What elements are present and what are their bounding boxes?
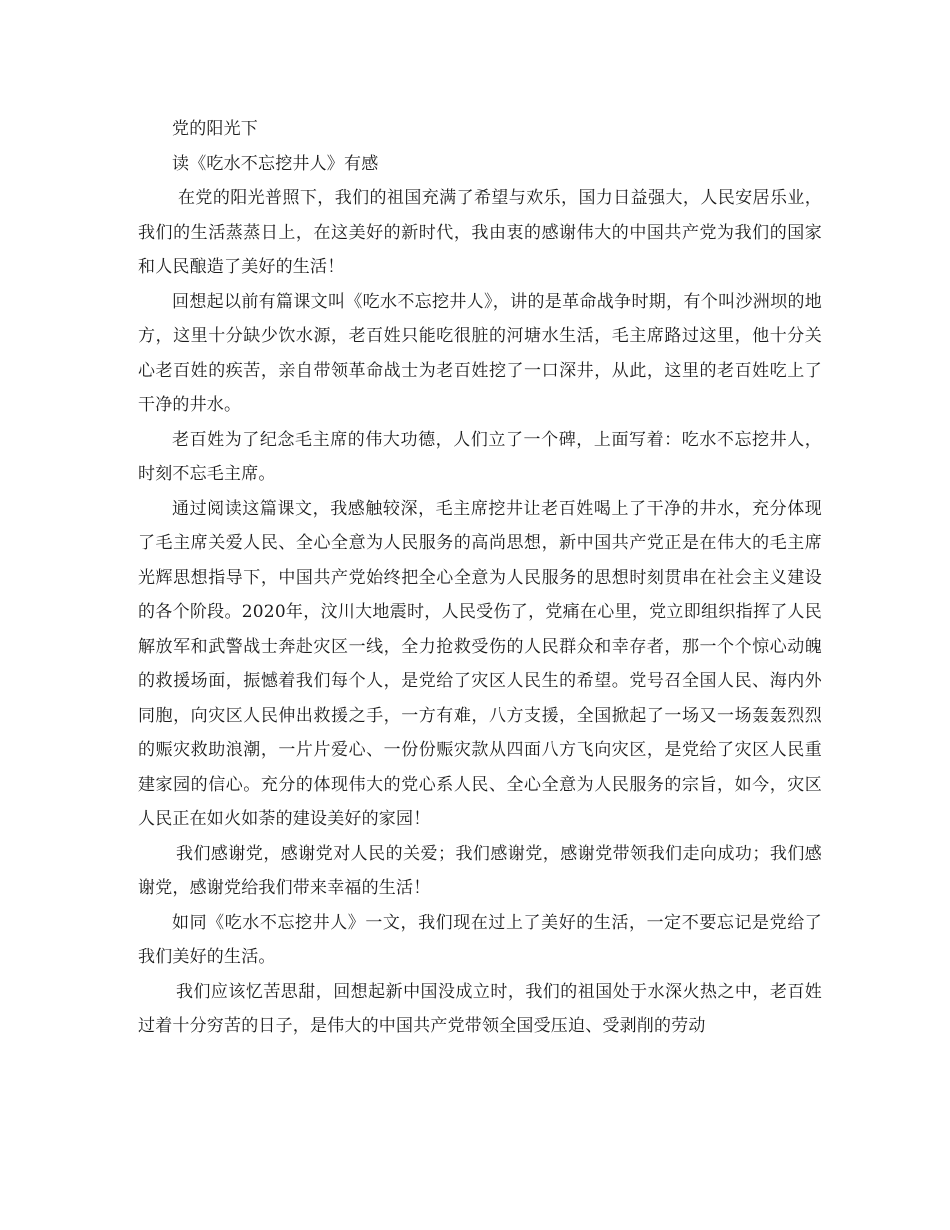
document-title: 党的阳光下 <box>172 119 258 139</box>
paragraph-5: 我们感谢党，感谢党对人民的关爱；我们感谢党，感谢党带领我们走向成功；我们感谢党，感谢党给我们带来幸福的生活！ <box>138 843 822 898</box>
paragraph-7: 我们应该忆苦思甜，回想起新中国没成立时，我们的祖国处于水深火热之中，老百姓过着十分穷苦的日子，是伟大的中国共产党带领全国受压迫、受剥削的劳动 <box>138 981 822 1036</box>
paragraph-4: 通过阅读这篇课文，我感触较深，毛主席挖井让老百姓喝上了干净的井水，充分体现了毛主席关爱人民、全心全意为人民服务的高尚思想，新中国共产党正是在伟大的毛主席光辉思想指导下，中国共产党始终把全心全意为人民服务的思想时刻贯串在社会主义建设的各个阶段。2020年，汶川大地震时，人民受伤了，党痛在心里，党立即组织指挥了人民解放军和武警战士奔赴灾区一线，全力抢救受伤的人民群众和幸存者，那一个个惊心动魄的救援场面，振憾着我们每个人，是党给了灾区人民生的希望。党号召全国人民、海内外同胞，向灾区人民伸出救援之手，一方有难，八方支援，全国掀起了一场又一场轰轰烈烈的赈灾救助浪潮，一片片爱心、一份份赈灾款从四面八方飞向灾区，是党给了灾区人民重建家园的信心。充分的体现伟大的党心系人民、全心全意为人民服务的宗旨，如今，灾区人民正在如火如荼的建设美好的家园！ <box>138 498 822 829</box>
document-body <box>138 112 822 1044</box>
document-subtitle: 读《吃水不忘挖井人》有感 <box>172 153 379 174</box>
paragraph-2: 回想起以前有篇课文叫《吃水不忘挖井人》，讲的是革命战争时期，有个叫沙洲坝的地方，这里十分缺少饮水源，老百姓只能吃很脏的河塘水生活，毛主席路过这里，他十分关心老百姓的疾苦，亲自带领革命战士为老百姓挖了一口深井，从此，这里的老百姓吃上了干净的井水。 <box>138 291 822 415</box>
paragraph-6: 如同《吃水不忘挖井人》一文，我们现在过上了美好的生活，一定不要忘记是党给了我们美好的生活。 <box>138 912 822 967</box>
paragraph-3: 老百姓为了纪念毛主席的伟大功德，人们立了一个碑，上面写着：吃水不忘挖井人，时刻不忘毛主席。 <box>138 429 822 484</box>
paragraph-1: 在党的阳光普照下，我们的祖国充满了希望与欢乐，国力日益强大，人民安居乐业，我们的生活蒸蒸日上，在这美好的新时代，我由衷的感谢伟大的中国共产党为我们的国家和人民酿造了美好的生活！ <box>138 188 822 277</box>
